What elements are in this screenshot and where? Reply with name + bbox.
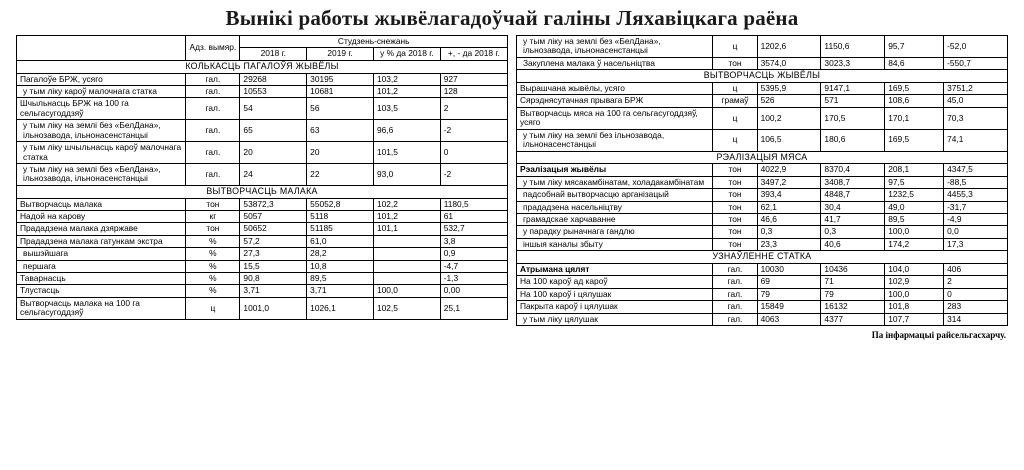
tables-container bbox=[0, 35, 1024, 326]
row-value-y2: 40,6 bbox=[821, 238, 885, 250]
row-label: Тлустасць bbox=[17, 285, 186, 297]
row-unit: % bbox=[186, 260, 240, 272]
row-value-pct bbox=[373, 248, 440, 260]
row-value-y2: 9147,1 bbox=[821, 83, 885, 95]
table-row bbox=[517, 189, 1008, 201]
row-value-diff: -2 bbox=[440, 163, 507, 185]
row-value-y1: 15,5 bbox=[240, 260, 307, 272]
row-value-y2: 20 bbox=[307, 142, 374, 164]
section-title: УЗНАЎЛЕННЕ СТАТКА bbox=[517, 251, 1008, 264]
table-row bbox=[517, 176, 1008, 188]
row-value-y1: 3497,2 bbox=[757, 176, 821, 188]
row-value-y1: 526 bbox=[757, 95, 821, 107]
table-row bbox=[517, 301, 1008, 313]
row-value-y2: 4848,7 bbox=[821, 189, 885, 201]
row-unit: тон bbox=[713, 176, 757, 188]
table-row bbox=[17, 98, 508, 120]
row-value-pct: 101,5 bbox=[373, 142, 440, 164]
row-value-diff: 283 bbox=[944, 301, 1008, 313]
row-unit: гал. bbox=[713, 288, 757, 300]
table-row bbox=[17, 297, 508, 319]
table-row bbox=[17, 86, 508, 98]
row-value-y1: 53872,3 bbox=[240, 198, 307, 210]
row-value-diff: 70,3 bbox=[944, 107, 1008, 129]
table-row bbox=[517, 288, 1008, 300]
row-value-pct: 89,5 bbox=[885, 213, 944, 225]
row-unit: гал. bbox=[186, 163, 240, 185]
row-value-pct: 108,6 bbox=[885, 95, 944, 107]
row-label: Прададзена малака дзяржаве bbox=[17, 223, 186, 235]
row-value-y2: 8370,4 bbox=[821, 164, 885, 176]
row-value-y1: 65 bbox=[240, 120, 307, 142]
page-title: Вынікі работы жывёлагадоўчай галіны Ляхавіцкага раёна bbox=[225, 6, 799, 30]
row-unit: ц bbox=[713, 36, 757, 58]
row-unit: гал. bbox=[186, 86, 240, 98]
row-unit: тон bbox=[186, 223, 240, 235]
row-value-diff: 2 bbox=[944, 276, 1008, 288]
row-value-pct: 93,0 bbox=[373, 163, 440, 185]
row-value-y2: 1026,1 bbox=[307, 297, 374, 319]
row-value-y1: 50652 bbox=[240, 223, 307, 235]
row-label: у тым ліку на землі без «БелДана», ільнозавода, ільнонасенстанцыі bbox=[17, 163, 186, 185]
row-label: Закуплена малака ў насельніцтва bbox=[517, 57, 713, 69]
row-value-pct: 101,2 bbox=[373, 86, 440, 98]
row-label: у тым ліку на землі без «БелДана», ільнозавода, ільнонасенстанцыі bbox=[17, 120, 186, 142]
row-unit: ц bbox=[186, 297, 240, 319]
row-value-y2: 3408,7 bbox=[821, 176, 885, 188]
row-value-pct: 107,7 bbox=[885, 313, 944, 325]
table-row bbox=[517, 226, 1008, 238]
header-period-group: Студзень-снежань bbox=[240, 36, 508, 48]
row-value-y1: 62,1 bbox=[757, 201, 821, 213]
row-label: Сярэднясутачная прывага БРЖ bbox=[517, 95, 713, 107]
row-value-pct: 104,0 bbox=[885, 264, 944, 276]
row-value-pct: 102,2 bbox=[373, 198, 440, 210]
row-value-diff: 2 bbox=[440, 98, 507, 120]
row-value-pct: 103,2 bbox=[373, 73, 440, 85]
row-label: Вытворчасць мяса на 100 га сельгасугоддзяў, усяго bbox=[517, 107, 713, 129]
row-value-pct: 101,8 bbox=[885, 301, 944, 313]
row-value-diff: 0,0 bbox=[944, 226, 1008, 238]
row-value-y1: 10553 bbox=[240, 86, 307, 98]
row-value-pct: 102,9 bbox=[885, 276, 944, 288]
row-label: Надой на карову bbox=[17, 210, 186, 222]
row-value-pct: 96,6 bbox=[373, 120, 440, 142]
row-value-y1: 29268 bbox=[240, 73, 307, 85]
row-value-pct: 95,7 bbox=[885, 36, 944, 58]
row-value-diff: 4455,3 bbox=[944, 189, 1008, 201]
row-value-diff: 0,00 bbox=[440, 285, 507, 297]
row-value-y2: 56 bbox=[307, 98, 374, 120]
table-header-row bbox=[17, 36, 508, 48]
table-row bbox=[17, 142, 508, 164]
row-value-diff: 74,1 bbox=[944, 129, 1008, 151]
header-percent: у % да 2018 г. bbox=[373, 48, 440, 60]
row-value-y2: 55052,8 bbox=[307, 198, 374, 210]
section-header-row bbox=[17, 185, 508, 198]
row-label: Атрымана цялят bbox=[517, 264, 713, 276]
row-value-y1: 57,2 bbox=[240, 235, 307, 247]
table-row bbox=[517, 238, 1008, 250]
left-column bbox=[16, 35, 508, 326]
table-row bbox=[517, 313, 1008, 325]
row-label: прададзена насельніцтву bbox=[517, 201, 713, 213]
row-label: Вырашчана жывёлы, усяго bbox=[517, 83, 713, 95]
row-unit: ц bbox=[713, 129, 757, 151]
row-unit: ц bbox=[713, 83, 757, 95]
row-value-y2: 30195 bbox=[307, 73, 374, 85]
row-label: Рэалізацыя жывёлы bbox=[517, 164, 713, 176]
row-unit: кг bbox=[186, 210, 240, 222]
row-unit: тон bbox=[713, 226, 757, 238]
row-unit: гал. bbox=[713, 276, 757, 288]
row-value-pct: 170,1 bbox=[885, 107, 944, 129]
row-value-diff: 0,9 bbox=[440, 248, 507, 260]
row-value-pct bbox=[373, 235, 440, 247]
row-value-diff: -1,3 bbox=[440, 273, 507, 285]
row-value-y1: 100,2 bbox=[757, 107, 821, 129]
table-row bbox=[17, 248, 508, 260]
row-unit: тон bbox=[713, 201, 757, 213]
row-label: грамадскае харчаванне bbox=[517, 213, 713, 225]
row-value-diff: -2 bbox=[440, 120, 507, 142]
row-label: у тым ліку на землі без «БелДана», ільнозавода, ільнонасенстанцыі bbox=[517, 36, 713, 58]
row-value-y2: 22 bbox=[307, 163, 374, 185]
table-row bbox=[17, 235, 508, 247]
row-value-diff: 314 bbox=[944, 313, 1008, 325]
header-blank bbox=[17, 36, 186, 61]
row-value-diff: -4,7 bbox=[440, 260, 507, 272]
row-value-y2: 30,4 bbox=[821, 201, 885, 213]
header-year-2019: 2019 г. bbox=[307, 48, 374, 60]
row-value-pct: 1232,5 bbox=[885, 189, 944, 201]
table-row bbox=[517, 57, 1008, 69]
row-label: у тым ліку цялушак bbox=[517, 313, 713, 325]
row-value-y1: 3574,0 bbox=[757, 57, 821, 69]
row-value-y1: 24 bbox=[240, 163, 307, 185]
row-unit: тон bbox=[713, 57, 757, 69]
row-unit: тон bbox=[713, 213, 757, 225]
row-value-y2: 1150,6 bbox=[821, 36, 885, 58]
row-value-y2: 71 bbox=[821, 276, 885, 288]
row-unit: гал. bbox=[713, 264, 757, 276]
row-unit: ц bbox=[713, 107, 757, 129]
row-value-pct: 101,2 bbox=[373, 210, 440, 222]
right-column bbox=[516, 35, 1008, 326]
row-unit: гал. bbox=[186, 142, 240, 164]
left-table-body bbox=[17, 60, 508, 319]
row-unit: тон bbox=[713, 189, 757, 201]
row-unit: % bbox=[186, 235, 240, 247]
row-value-y2: 51185 bbox=[307, 223, 374, 235]
row-value-diff: 3751,2 bbox=[944, 83, 1008, 95]
row-unit: гал. bbox=[186, 120, 240, 142]
table-row bbox=[517, 83, 1008, 95]
section-title: РЭАЛІЗАЦЫЯ МЯСА bbox=[517, 151, 1008, 164]
row-label: На 100 кароў ад кароў bbox=[517, 276, 713, 288]
row-value-pct: 169,5 bbox=[885, 129, 944, 151]
row-value-y2: 5118 bbox=[307, 210, 374, 222]
row-unit: гал. bbox=[186, 98, 240, 120]
row-value-y1: 1001,0 bbox=[240, 297, 307, 319]
row-value-y1: 46,6 bbox=[757, 213, 821, 225]
row-value-y1: 0,3 bbox=[757, 226, 821, 238]
table-row bbox=[17, 163, 508, 185]
row-label: Вытворчасць малака bbox=[17, 198, 186, 210]
row-unit: % bbox=[186, 285, 240, 297]
row-value-y2: 10436 bbox=[821, 264, 885, 276]
row-label: першага bbox=[17, 260, 186, 272]
row-unit: тон bbox=[713, 164, 757, 176]
row-value-pct: 208,1 bbox=[885, 164, 944, 176]
row-value-y1: 4063 bbox=[757, 313, 821, 325]
row-label: Вытворчасць малака на 100 га сельгасугоддзяў bbox=[17, 297, 186, 319]
header-unit: Адз. вымяр. bbox=[186, 36, 240, 61]
row-value-pct: 84,6 bbox=[885, 57, 944, 69]
row-label: падсобнай вытворчасцю арганізацый bbox=[517, 189, 713, 201]
row-value-y1: 15849 bbox=[757, 301, 821, 313]
row-value-pct: 49,0 bbox=[885, 201, 944, 213]
row-label: вышэйшага bbox=[17, 248, 186, 260]
row-value-pct: 103,5 bbox=[373, 98, 440, 120]
table-row bbox=[17, 198, 508, 210]
row-value-diff: -550,7 bbox=[944, 57, 1008, 69]
row-value-pct: 100,0 bbox=[373, 285, 440, 297]
row-label: Шчыльнасць БРЖ на 100 га сельгасугоддзяў bbox=[17, 98, 186, 120]
row-label: Пагалоўе БРЖ, усяго bbox=[17, 73, 186, 85]
table-row bbox=[517, 164, 1008, 176]
row-value-y1: 4022,9 bbox=[757, 164, 821, 176]
table-row bbox=[17, 73, 508, 85]
table-row bbox=[17, 223, 508, 235]
row-value-y1: 54 bbox=[240, 98, 307, 120]
row-value-diff: -31,7 bbox=[944, 201, 1008, 213]
section-title: ВЫТВОРЧАСЦЬ ЖЫВЁЛЫ bbox=[517, 70, 1008, 83]
row-value-diff: 61 bbox=[440, 210, 507, 222]
row-value-diff: 0 bbox=[440, 142, 507, 164]
row-unit: гал. bbox=[713, 301, 757, 313]
row-value-pct bbox=[373, 273, 440, 285]
header-diff: +, - да 2018 г. bbox=[440, 48, 507, 60]
row-label: Пакрыта кароў і цялушак bbox=[517, 301, 713, 313]
row-value-y1: 106,5 bbox=[757, 129, 821, 151]
row-value-y1: 20 bbox=[240, 142, 307, 164]
row-value-y1: 5057 bbox=[240, 210, 307, 222]
table-row bbox=[17, 273, 508, 285]
row-value-diff: 45,0 bbox=[944, 95, 1008, 107]
table-row bbox=[17, 210, 508, 222]
row-value-diff: 0 bbox=[944, 288, 1008, 300]
row-label: у тым ліку кароў малочнага статка bbox=[17, 86, 186, 98]
row-value-diff: -4,9 bbox=[944, 213, 1008, 225]
row-value-y2: 63 bbox=[307, 120, 374, 142]
table-row bbox=[517, 201, 1008, 213]
row-value-pct: 174,2 bbox=[885, 238, 944, 250]
section-title: ВЫТВОРЧАСЦЬ МАЛАКА bbox=[17, 185, 508, 198]
row-label: у парадку рыначнага гандлю bbox=[517, 226, 713, 238]
row-value-diff: 1180,5 bbox=[440, 198, 507, 210]
table-row bbox=[17, 260, 508, 272]
row-value-diff: -88,5 bbox=[944, 176, 1008, 188]
table-row bbox=[517, 213, 1008, 225]
row-value-diff: -52,0 bbox=[944, 36, 1008, 58]
table-row bbox=[517, 264, 1008, 276]
row-value-y2: 4377 bbox=[821, 313, 885, 325]
row-value-y2: 61,0 bbox=[307, 235, 374, 247]
row-value-y2: 571 bbox=[821, 95, 885, 107]
row-label: у тым ліку на землі без ільнозавода, ільнонасенстанцыі bbox=[517, 129, 713, 151]
row-value-y1: 1202,6 bbox=[757, 36, 821, 58]
table-row bbox=[17, 285, 508, 297]
row-label: у тым ліку шчыльнасць кароў малочнага статка bbox=[17, 142, 186, 164]
row-value-diff: 3,8 bbox=[440, 235, 507, 247]
row-value-diff: 17,3 bbox=[944, 238, 1008, 250]
row-value-y1: 69 bbox=[757, 276, 821, 288]
row-value-y1: 5395,9 bbox=[757, 83, 821, 95]
row-value-diff: 532,7 bbox=[440, 223, 507, 235]
section-title: КОЛЬКАСЦЬ ПАГАЛОЎЯ ЖЫВЁЛЫ bbox=[17, 60, 508, 73]
table-row bbox=[17, 120, 508, 142]
row-value-y2: 170,5 bbox=[821, 107, 885, 129]
row-value-y2: 3,71 bbox=[307, 285, 374, 297]
row-value-y1: 90,8 bbox=[240, 273, 307, 285]
source-note: Па інфармацыі райсельгасхарчу. bbox=[871, 330, 1006, 341]
row-label: у тым ліку мясакамбінатам, холадакамбінатам bbox=[517, 176, 713, 188]
row-unit: гал. bbox=[186, 73, 240, 85]
row-value-y2: 28,2 bbox=[307, 248, 374, 260]
row-value-y2: 3023,3 bbox=[821, 57, 885, 69]
left-table bbox=[16, 35, 508, 320]
row-value-pct: 169,5 bbox=[885, 83, 944, 95]
row-value-y2: 10,8 bbox=[307, 260, 374, 272]
row-unit: тон bbox=[186, 198, 240, 210]
row-unit: гал. bbox=[713, 313, 757, 325]
row-value-y1: 3,71 bbox=[240, 285, 307, 297]
row-unit: тон bbox=[713, 238, 757, 250]
row-value-diff: 25,1 bbox=[440, 297, 507, 319]
row-value-pct: 102,5 bbox=[373, 297, 440, 319]
table-row bbox=[517, 36, 1008, 58]
row-value-y2: 180,6 bbox=[821, 129, 885, 151]
row-value-y2: 10681 bbox=[307, 86, 374, 98]
row-value-y1: 79 bbox=[757, 288, 821, 300]
section-header-row bbox=[517, 251, 1008, 264]
right-table-body bbox=[517, 36, 1008, 326]
table-row bbox=[517, 107, 1008, 129]
row-value-pct: 97,5 bbox=[885, 176, 944, 188]
row-value-diff: 406 bbox=[944, 264, 1008, 276]
row-value-y1: 10030 bbox=[757, 264, 821, 276]
row-value-y2: 0,3 bbox=[821, 226, 885, 238]
section-header-row bbox=[517, 70, 1008, 83]
row-value-y2: 41,7 bbox=[821, 213, 885, 225]
row-value-pct: 100,0 bbox=[885, 288, 944, 300]
row-value-y2: 79 bbox=[821, 288, 885, 300]
row-label: Таварнасць bbox=[17, 273, 186, 285]
row-value-y2: 16132 bbox=[821, 301, 885, 313]
row-unit: % bbox=[186, 248, 240, 260]
row-value-diff: 927 bbox=[440, 73, 507, 85]
row-value-pct: 101,1 bbox=[373, 223, 440, 235]
row-label: Прададзена малака гатункам экстра bbox=[17, 235, 186, 247]
row-label: іншыя каналы збыту bbox=[517, 238, 713, 250]
row-value-pct bbox=[373, 260, 440, 272]
row-value-y1: 27,3 bbox=[240, 248, 307, 260]
row-value-y2: 89,5 bbox=[307, 273, 374, 285]
row-value-diff: 128 bbox=[440, 86, 507, 98]
table-row bbox=[517, 129, 1008, 151]
row-value-diff: 4347,5 bbox=[944, 164, 1008, 176]
right-table bbox=[516, 35, 1008, 326]
header-year-2018: 2018 г. bbox=[240, 48, 307, 60]
section-header-row bbox=[517, 151, 1008, 164]
row-value-y1: 393,4 bbox=[757, 189, 821, 201]
row-label: На 100 кароў і цялушак bbox=[517, 288, 713, 300]
section-header-row bbox=[17, 60, 508, 73]
table-row bbox=[517, 276, 1008, 288]
row-value-pct: 100,0 bbox=[885, 226, 944, 238]
table-row bbox=[517, 95, 1008, 107]
row-value-y1: 23,3 bbox=[757, 238, 821, 250]
row-unit: грамаў bbox=[713, 95, 757, 107]
row-unit: % bbox=[186, 273, 240, 285]
